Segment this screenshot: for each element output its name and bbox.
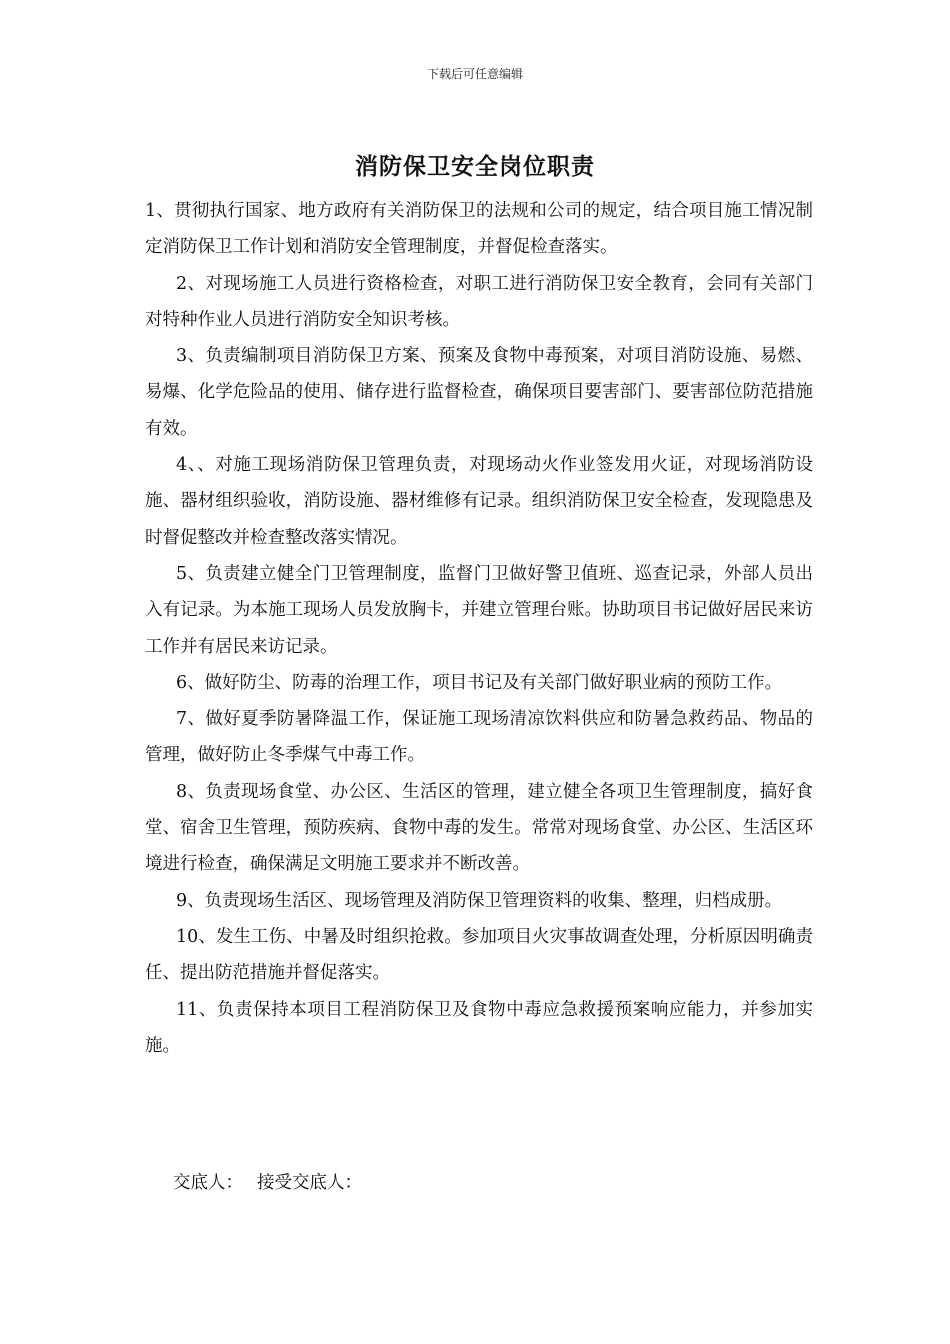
signature-line bbox=[173, 1168, 362, 1198]
receiver-person-label: 接受交底人： bbox=[257, 1173, 362, 1193]
header-note: 下载后可任意编辑 bbox=[426, 67, 523, 81]
handover-person-label: 交底人： bbox=[173, 1173, 243, 1193]
duty-item-9: 9、负责现场生活区、现场管理及消防保卫管理资料的收集、整理，归档成册。 bbox=[176, 890, 783, 911]
duty-item-4: 4、、对施工现场消防保卫管理负责，对现场动火作业签发用火证，对现场消防设施、器材组织验收，消防设施、器材维修有记录。组织消防保卫安全检查，发现隐患及时督促整改并检查整改落实情况。 bbox=[145, 455, 813, 548]
duty-item-3: 3、负责编制项目消防保卫方案、预案及食物中毒预案，对项目消防设施、易燃、易爆、化学危险品的使用、储存进行监督检查，确保项目要害部门、要害部位防范措施有效。 bbox=[145, 346, 813, 439]
duty-item-2: 2、对现场施工人员进行资格检查，对职工进行消防保卫安全教育，会同有关部门对特种作业人员进行消防安全知识考核。 bbox=[145, 273, 813, 330]
duty-item-7: 7、做好夏季防暑降温工作，保证施工现场清凉饮料供应和防暑急救药品、物品的管理，做好防止冬季煤气中毒工作。 bbox=[145, 709, 813, 766]
duty-item-8: 8、负责现场食堂、办公区、生活区的管理，建立健全各项卫生管理制度，搞好食堂、宿舍卫生管理，预防疾病、食物中毒的发生。常常对现场食堂、办公区、生活区环境进行检查，确保满足文明施工要求并不断改善。 bbox=[145, 781, 813, 875]
duty-item-10: 10、发生工伤、中暑及时组织抢救。参加项目火灾事故调查处理，分析原因明确责任、提出防范措施并督促落实。 bbox=[145, 926, 813, 984]
document-body bbox=[145, 193, 813, 1064]
document-title: 消防保卫安全岗位职责 bbox=[355, 153, 595, 180]
duty-item-11: 11、负责保持本项目工程消防保卫及食物中毒应急救援预案响应能力，并参加实施。 bbox=[145, 999, 813, 1056]
duty-item-1: 1、贯彻执行国家、地方政府有关消防保卫的法规和公司的规定，结合项目施工情况制定消防保卫工作计划和消防安全管理制度，并督促检查落实。 bbox=[145, 201, 813, 258]
duty-item-6: 6、做好防尘、防毒的治理工作，项目书记及有关部门做好职业病的预防工作。 bbox=[176, 672, 783, 693]
duty-item-5: 5、负责建立健全门卫管理制度，监督门卫做好警卫值班、巡查记录，外部人员出入有记录。为本施工现场人员发放胸卡，并建立管理台账。协助项目书记做好居民来访工作并有居民来访记录。 bbox=[145, 563, 813, 657]
